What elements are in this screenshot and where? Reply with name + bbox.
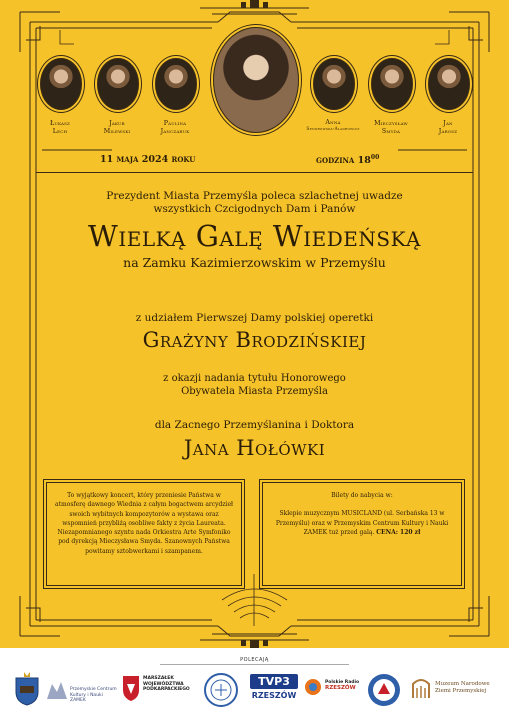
- city-coat-of-arms-logo: [14, 672, 40, 710]
- emblem-logo: [366, 672, 402, 712]
- event-time: godzina $18^{00}$: [316, 154, 380, 167]
- performer-name-3: Paulina Janczaruk: [160, 120, 190, 135]
- concert-info-box: [46, 482, 242, 586]
- gala-title: Wielką Galę Wiedeńską: [88, 219, 421, 253]
- performer-photo-4: [313, 58, 355, 110]
- tickets-header: Bilety do nabycia w:: [331, 492, 393, 499]
- seal-logo: [203, 672, 239, 712]
- intro-text: Prezydent Miasta Przemyśla poleca szlachetnej uwadze wszystkich Czcigodnych Dam i Panów: [106, 190, 403, 215]
- patronage-rule: [160, 664, 349, 665]
- pckin-logo: Przemyskie Centrum Kultury i Nauki ZAMEK: [46, 680, 118, 704]
- star-photo: [213, 27, 299, 133]
- tickets-info: Sklepie muzycznym MUSICLAND (ul. Serbańska 13 w Przemyślu) oraz w Przemyskim Centrum Kultury i Nauki ZAMEK tuż przed galą.: [275, 510, 449, 536]
- performer-photo-2: [97, 58, 139, 110]
- ticket-price: CENA: 120 zł: [376, 528, 421, 536]
- star-name: Grażyny Brodzińskiej: [142, 328, 367, 352]
- event-date: 11 maja 2024 roku: [100, 154, 196, 165]
- performer-photo-6: [428, 58, 470, 110]
- performer-name-1: Łukasz Lech: [49, 120, 71, 135]
- patronage-label: POLECAJĄ: [240, 657, 269, 663]
- divider: [36, 172, 473, 173]
- performer-photo-3: [155, 58, 197, 110]
- performer-photo-1: [40, 58, 82, 110]
- occasion-text: z okazji nadania tytułu Honorowego Obywatela Miasta Przemyśla: [163, 373, 346, 397]
- performer-name-4: Anna Sendrowska-Aladrowicz: [306, 119, 360, 132]
- performer-name-5: Mieczysław Smyda: [374, 120, 408, 135]
- for-line: dla Zacnego Przemyślanina i Doktora: [154, 419, 355, 431]
- marshal-logo: MARSZAŁEK WOJEWÓDZTWA PODKARPACKIEGO: [122, 672, 190, 702]
- performer-photo-5: [371, 58, 413, 110]
- with-line: z udziałem Pierwszej Damy polskiej operetki: [135, 312, 374, 324]
- concert-info-text: To wyjątkowy koncert, który przeniesie Państwa w atmosferę dawnego Wiednia z całym bogactwem arcydzieł swoich wybitnych kompozytorów a wystawa oraz wspomnień przybliżą osobliwe fakty z życia Laureata. Niezapomnianego szyntu nada Orkiestra Arte Symfoniko pod dyrekcją Mieczysława Smyda. Szanownych Państwa powitamy sztobwerkami i szampanem.: [55, 492, 233, 555]
- venue-subtitle: na Zamku Kazimierzowskim w Przemyślu: [123, 255, 386, 270]
- honoree-name: Jana Hołówki: [183, 436, 326, 460]
- tvp3-logo: TVP3 RZESZÓW: [251, 675, 297, 700]
- museum-logo: Muzeum Narodowe Ziemi Przemyskiej: [410, 676, 500, 702]
- performer-name-6: Jan Jarosz: [438, 120, 458, 135]
- polskie-radio-logo: Polskie Radio RZESZÓW: [304, 678, 364, 696]
- tickets-box: [262, 482, 462, 586]
- performer-name-2: Jakub Milewski: [103, 120, 131, 135]
